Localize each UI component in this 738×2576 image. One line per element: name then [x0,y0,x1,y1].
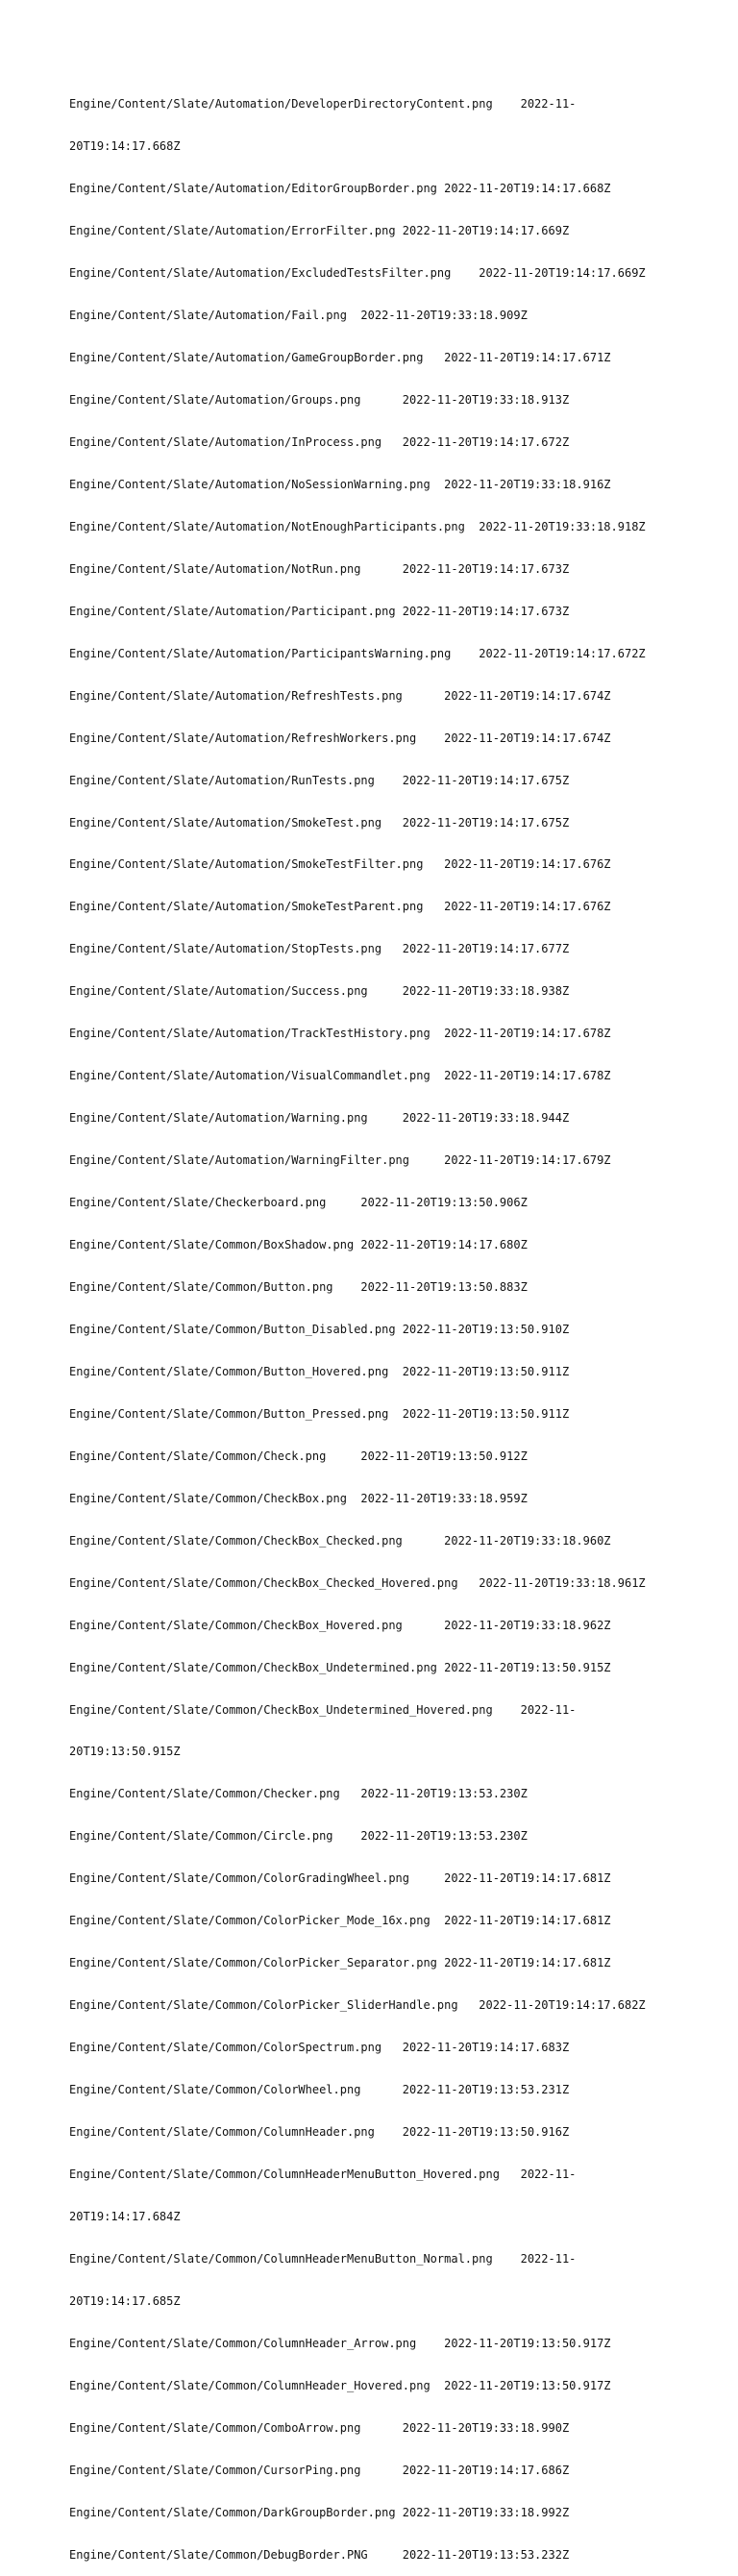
listing-line: Engine/Content/Slate/Automation/NotEnoughParticipants.png 2022-11-20T19:33:18.918Z [69,519,646,533]
listing-line: Engine/Content/Slate/Automation/Fail.png 2022-11-20T19:33:18.909Z [69,309,528,323]
listing-line: Engine/Content/Slate/Common/CheckBox_Undetermined.png 2022-11-20T19:13:50.915Z [69,1660,611,1674]
listing-line: Engine/Content/Slate/Checkerboard.png 2022-11-20T19:13:50.906Z [69,1196,528,1210]
listing-line: Engine/Content/Slate/Common/ColorPicker_Mode_16x.png 2022-11-20T19:14:17.681Z [69,1914,611,1928]
listing-line: Engine/Content/Slate/Automation/Participant.png 2022-11-20T19:14:17.673Z [69,604,570,618]
listing-line: Engine/Content/Slate/Common/CheckBox.png 2022-11-20T19:33:18.959Z [69,1491,528,1505]
listing-line: Engine/Content/Slate/Common/BoxShadow.png 2022-11-20T19:14:17.680Z [69,1238,528,1252]
listing-line: Engine/Content/Slate/Common/Button.png 2022-11-20T19:13:50.883Z [69,1280,528,1294]
listing-line: Engine/Content/Slate/Common/DarkGroupBorder.png 2022-11-20T19:33:18.992Z [69,2505,570,2519]
listing-line: Engine/Content/Slate/Automation/ExcludedTestsFilter.png 2022-11-20T19:14:17.669Z [69,266,646,281]
listing-line: Engine/Content/Slate/Common/ColumnHeader_Arrow.png 2022-11-20T19:13:50.917Z [69,2336,611,2350]
listing-line: Engine/Content/Slate/Automation/SmokeTest.png 2022-11-20T19:14:17.675Z [69,815,570,830]
listing-line: Engine/Content/Slate/Automation/EditorGroupBorder.png 2022-11-20T19:14:17.668Z [69,182,611,196]
listing-line: Engine/Content/Slate/Automation/StopTests.png 2022-11-20T19:14:17.677Z [69,942,570,956]
listing-line: Engine/Content/Slate/Common/CheckBox_Checked.png 2022-11-20T19:33:18.960Z [69,1533,611,1548]
listing-line: Engine/Content/Slate/Common/Check.png 2022-11-20T19:13:50.912Z [69,1449,528,1463]
listing-line: Engine/Content/Slate/Automation/Groups.png 2022-11-20T19:33:18.913Z [69,392,570,407]
listing-line: Engine/Content/Slate/Common/CheckBox_Undetermined_Hovered.png 2022-11- [69,1702,577,1717]
file-listing [69,69,675,2576]
listing-line: Engine/Content/Slate/Automation/TrackTestHistory.png 2022-11-20T19:14:17.678Z [69,1027,611,1041]
listing-line: Engine/Content/Slate/Automation/RefreshTests.png 2022-11-20T19:14:17.674Z [69,688,611,703]
listing-line: Engine/Content/Slate/Common/Button_Pressed.png 2022-11-20T19:13:50.911Z [69,1406,570,1421]
listing-line: Engine/Content/Slate/Automation/GameGroupBorder.png 2022-11-20T19:14:17.671Z [69,351,611,365]
listing-line: 20T19:14:17.685Z [69,2293,181,2308]
listing-line: Engine/Content/Slate/Common/Button_Hovered.png 2022-11-20T19:13:50.911Z [69,1364,570,1378]
listing-line: Engine/Content/Slate/Automation/DeveloperDirectoryContent.png 2022-11- [69,97,577,111]
listing-line: Engine/Content/Slate/Common/Circle.png 2022-11-20T19:13:53.230Z [69,1829,528,1844]
listing-line: Engine/Content/Slate/Common/CursorPing.png 2022-11-20T19:14:17.686Z [69,2463,570,2477]
listing-line: Engine/Content/Slate/Common/ColumnHeader_Hovered.png 2022-11-20T19:13:50.917Z [69,2378,611,2392]
listing-line: Engine/Content/Slate/Automation/NoSessionWarning.png 2022-11-20T19:33:18.916Z [69,477,611,491]
listing-line: 20T19:14:17.668Z [69,139,181,154]
listing-line: Engine/Content/Slate/Automation/RunTests.png 2022-11-20T19:14:17.675Z [69,773,570,787]
listing-line: Engine/Content/Slate/Common/ColorWheel.png 2022-11-20T19:13:53.231Z [69,2083,570,2097]
listing-line: Engine/Content/Slate/Common/ColorPicker_Separator.png 2022-11-20T19:14:17.681Z [69,1956,611,1970]
listing-line: Engine/Content/Slate/Automation/NotRun.png 2022-11-20T19:14:17.673Z [69,561,570,576]
listing-line: Engine/Content/Slate/Automation/ParticipantsWarning.png 2022-11-20T19:14:17.672Z [69,646,646,660]
listing-line: Engine/Content/Slate/Common/ColorPicker_SliderHandle.png 2022-11-20T19:14:17.682Z [69,1998,646,2013]
listing-line: Engine/Content/Slate/Automation/VisualCommandlet.png 2022-11-20T19:14:17.678Z [69,1069,611,1083]
listing-line: Engine/Content/Slate/Automation/Warning.png 2022-11-20T19:33:18.944Z [69,1111,570,1126]
listing-line: Engine/Content/Slate/Common/ComboArrow.png 2022-11-20T19:33:18.990Z [69,2420,570,2435]
listing-line: Engine/Content/Slate/Automation/SmokeTestFilter.png 2022-11-20T19:14:17.676Z [69,857,611,872]
listing-line: Engine/Content/Slate/Automation/ErrorFilter.png 2022-11-20T19:14:17.669Z [69,224,570,238]
listing-line: Engine/Content/Slate/Common/Checker.png 2022-11-20T19:13:53.230Z [69,1787,528,1801]
listing-line: 20T19:13:50.915Z [69,1745,181,1759]
listing-line: Engine/Content/Slate/Common/CheckBox_Checked_Hovered.png 2022-11-20T19:33:18.961Z [69,1575,646,1590]
listing-line: Engine/Content/Slate/Common/ColorSpectrum.png 2022-11-20T19:14:17.683Z [69,2041,570,2055]
listing-line: 20T19:14:17.684Z [69,2209,181,2223]
listing-line: Engine/Content/Slate/Common/ColumnHeader.png 2022-11-20T19:13:50.916Z [69,2125,570,2140]
listing-line: Engine/Content/Slate/Automation/WarningFilter.png 2022-11-20T19:14:17.679Z [69,1153,611,1168]
listing-line: Engine/Content/Slate/Common/Button_Disabled.png 2022-11-20T19:13:50.910Z [69,1322,570,1336]
listing-line: Engine/Content/Slate/Common/ColorGradingWheel.png 2022-11-20T19:14:17.681Z [69,1871,611,1886]
listing-line: Engine/Content/Slate/Common/ColumnHeaderMenuButton_Hovered.png 2022-11- [69,2167,577,2182]
listing-line: Engine/Content/Slate/Common/DebugBorder.PNG 2022-11-20T19:13:53.232Z [69,2547,570,2562]
listing-line: Engine/Content/Slate/Automation/RefreshWorkers.png 2022-11-20T19:14:17.674Z [69,731,611,745]
listing-line: Engine/Content/Slate/Automation/SmokeTestParent.png 2022-11-20T19:14:17.676Z [69,900,611,914]
listing-line: Engine/Content/Slate/Common/CheckBox_Hovered.png 2022-11-20T19:33:18.962Z [69,1618,611,1632]
listing-line: Engine/Content/Slate/Automation/Success.png 2022-11-20T19:33:18.938Z [69,984,570,999]
listing-line: Engine/Content/Slate/Automation/InProcess.png 2022-11-20T19:14:17.672Z [69,434,570,449]
listing-line: Engine/Content/Slate/Common/ColumnHeaderMenuButton_Normal.png 2022-11- [69,2251,577,2266]
